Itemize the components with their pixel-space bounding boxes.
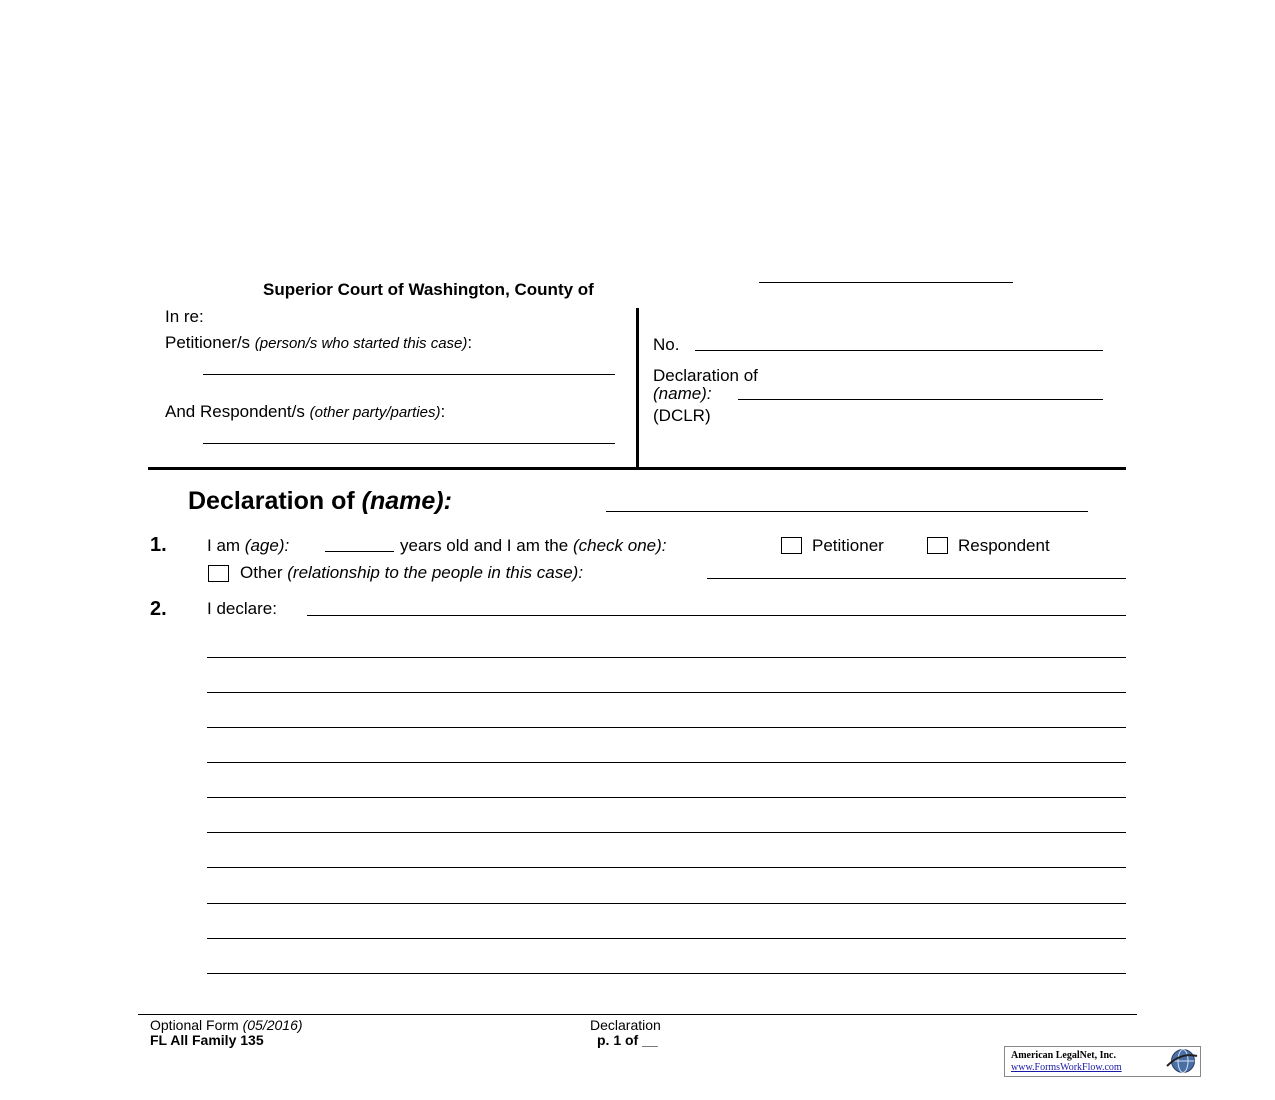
case-number-field[interactable] <box>695 350 1103 351</box>
section-1-number: 1. <box>150 534 167 556</box>
caption-rule <box>148 467 1126 470</box>
declaration-line[interactable] <box>207 903 1126 904</box>
respondent-option-label: Respondent <box>958 536 1050 555</box>
footer-doc-name: Declaration <box>590 1017 661 1033</box>
declaration-line[interactable] <box>207 973 1126 974</box>
section-1-cont: years old and I am the (check one): <box>400 536 667 555</box>
decl-code: (DCLR) <box>653 406 711 425</box>
petitioner-name-field[interactable] <box>203 374 615 375</box>
declaration-line[interactable] <box>207 692 1126 693</box>
declare-field[interactable] <box>307 615 1126 616</box>
decl-name-hint: (name): <box>653 384 712 403</box>
respondent-label: And Respondent/s (other party/parties): <box>165 402 446 421</box>
vendor-logo[interactable] <box>1004 1046 1201 1077</box>
court-heading: Superior Court of Washington, County of <box>263 280 594 299</box>
decl-of-label: Declaration of <box>653 366 758 385</box>
section-1-line: I am (age): <box>207 536 290 555</box>
footer-optional-form: Optional Form (05/2016) <box>150 1017 303 1033</box>
section-2-number: 2. <box>150 598 167 620</box>
footer-page-number: p. 1 of __ <box>597 1032 658 1048</box>
logo-company-name: American LegalNet, Inc. <box>1011 1050 1116 1061</box>
respondent-name-field[interactable] <box>203 443 615 444</box>
declaration-line[interactable] <box>207 762 1126 763</box>
caption-divider <box>636 308 639 469</box>
other-relationship-field[interactable] <box>707 578 1126 579</box>
respondent-checkbox[interactable] <box>927 537 948 554</box>
declaration-line[interactable] <box>207 727 1126 728</box>
footer-rule <box>138 1014 1137 1015</box>
in-re-label: In re: <box>165 307 204 326</box>
declaration-line[interactable] <box>207 867 1126 868</box>
petitioner-checkbox[interactable] <box>781 537 802 554</box>
case-number-label: No. <box>653 335 680 354</box>
footer-form-id: FL All Family 135 <box>150 1032 264 1048</box>
age-field[interactable] <box>325 551 394 552</box>
other-option-label: Other (relationship to the people in this case): <box>240 563 584 582</box>
petitioner-option-label: Petitioner <box>812 536 884 555</box>
globe-icon <box>1163 1048 1199 1075</box>
decl-name-field[interactable] <box>738 399 1103 400</box>
petitioner-label: Petitioner/s (person/s who started this case): <box>165 333 473 352</box>
page-title: Declaration of (name): <box>188 487 452 515</box>
declaration-line[interactable] <box>207 832 1126 833</box>
declaration-line[interactable] <box>207 797 1126 798</box>
other-checkbox[interactable] <box>208 565 229 582</box>
declare-label: I declare: <box>207 599 277 618</box>
declaration-line[interactable] <box>207 938 1126 939</box>
county-field[interactable] <box>759 282 1013 283</box>
logo-url-link[interactable]: www.FormsWorkFlow.com <box>1011 1062 1122 1073</box>
title-name-field[interactable] <box>606 511 1088 512</box>
declaration-line[interactable] <box>207 657 1126 658</box>
